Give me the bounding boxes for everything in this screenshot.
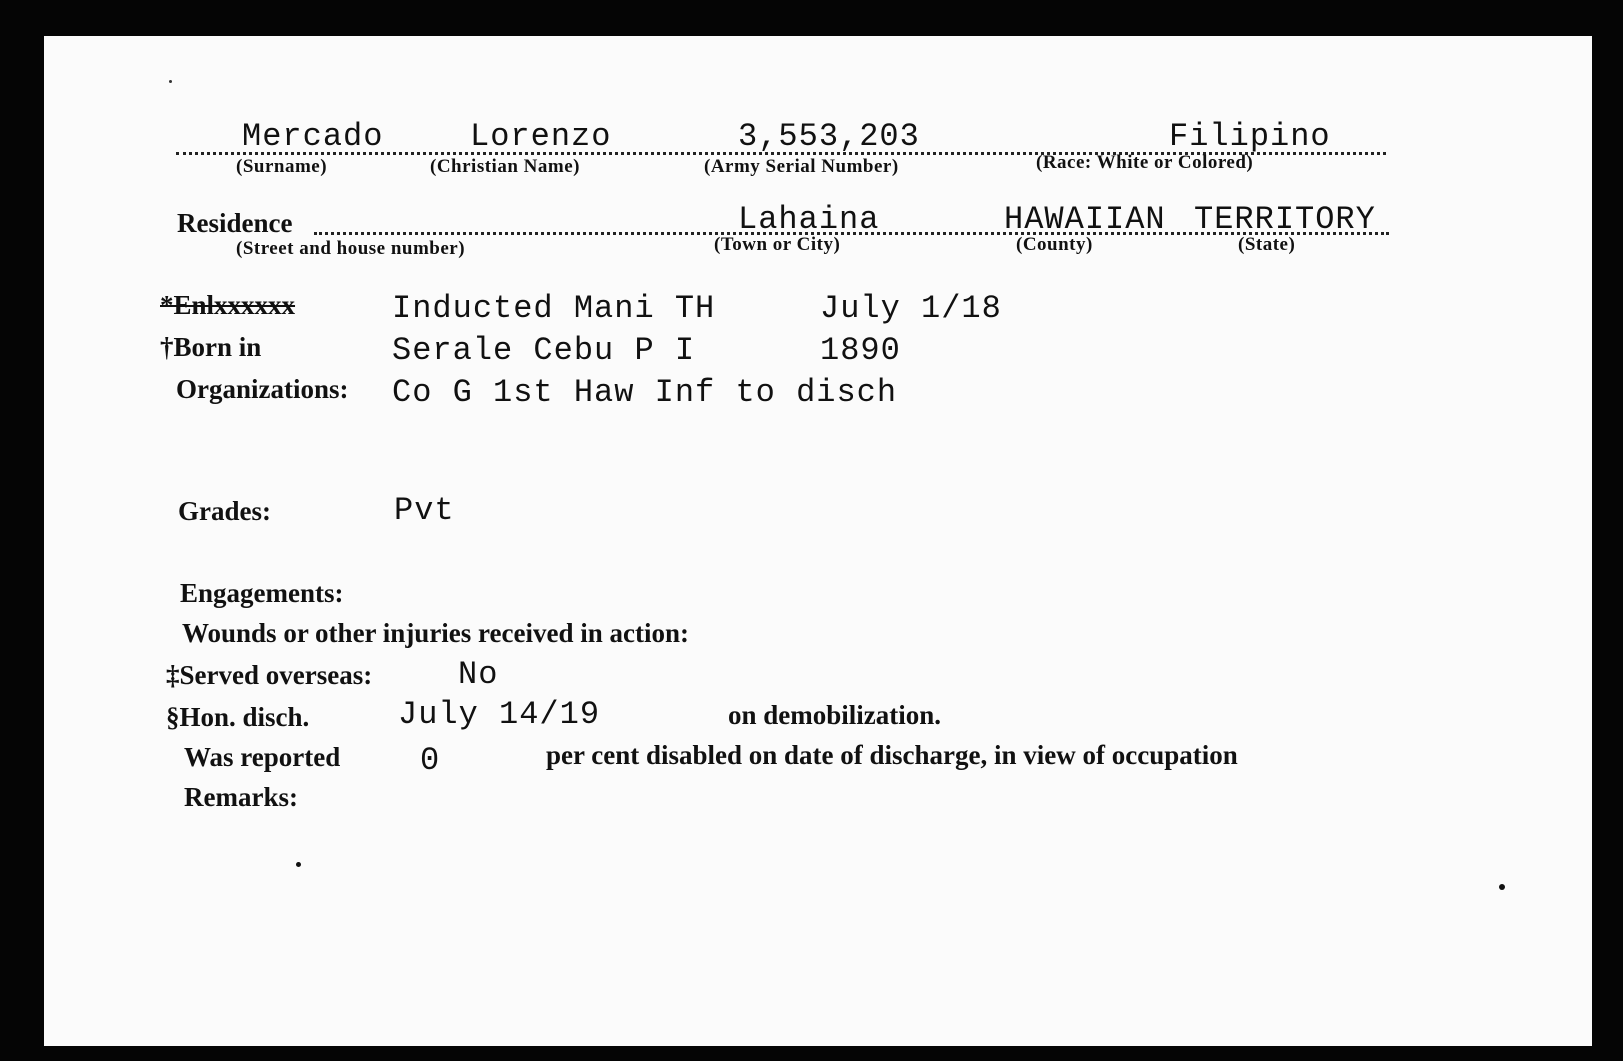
residence-label: Residence <box>177 208 293 238</box>
scan-speck <box>169 80 172 83</box>
born-place-value: Serale Cebu P I <box>392 332 696 369</box>
christian-name-caption: (Christian Name) <box>430 156 580 177</box>
residence-town-value: Lahaina <box>738 201 880 238</box>
hon-disch-suffix: on demobilization. <box>728 700 942 730</box>
surname-value: Mercado <box>242 118 384 155</box>
born-label: †Born in <box>160 332 262 362</box>
serial-number-value: 3,553,203 <box>738 118 920 155</box>
hon-disch-label: §Hon. disch. <box>166 702 310 732</box>
served-overseas-value: No <box>458 656 499 693</box>
was-reported-label: Was reported <box>184 742 341 772</box>
town-caption: (Town or City) <box>714 234 841 255</box>
disability-suffix: per cent disabled on date of discharge, in view of occupation <box>546 740 1238 770</box>
scan-speck <box>1499 884 1505 890</box>
service-record-card <box>44 36 1592 1046</box>
remarks-label: Remarks: <box>184 782 298 812</box>
christian-name-value: Lorenzo <box>470 118 612 155</box>
grades-value: Pvt <box>394 492 455 529</box>
served-overseas-label: ‡Served overseas: <box>166 660 373 690</box>
county-caption: (County) <box>1016 234 1093 255</box>
residence-county-value: HAWAIIAN <box>1004 201 1166 238</box>
engagements-label: Engagements: <box>180 578 344 608</box>
wounds-label: Wounds or other injuries received in action: <box>182 618 690 648</box>
grades-label: Grades: <box>178 496 271 526</box>
disability-percent-value: 0 <box>420 742 441 779</box>
state-caption: (State) <box>1238 234 1296 255</box>
enlisted-date: July 1/18 <box>820 290 1002 327</box>
street-caption: (Street and house number) <box>236 238 466 259</box>
scan-speck <box>296 862 301 867</box>
hon-disch-date: July 14/19 <box>398 696 601 733</box>
race-caption: (Race: White or Colored) <box>1036 152 1254 173</box>
serial-caption: (Army Serial Number) <box>704 156 899 177</box>
residence-state-value: TERRITORY <box>1194 201 1376 238</box>
surname-caption: (Surname) <box>236 156 328 177</box>
enlisted-label: *Enlxxxxxx <box>160 290 296 320</box>
race-value: Filipino <box>1169 118 1331 155</box>
enlisted-value: Inducted Mani TH <box>392 290 716 327</box>
organizations-value: Co G 1st Haw Inf to disch <box>392 374 898 411</box>
organizations-label: Organizations: <box>176 374 349 404</box>
born-year-value: 1890 <box>820 332 901 369</box>
